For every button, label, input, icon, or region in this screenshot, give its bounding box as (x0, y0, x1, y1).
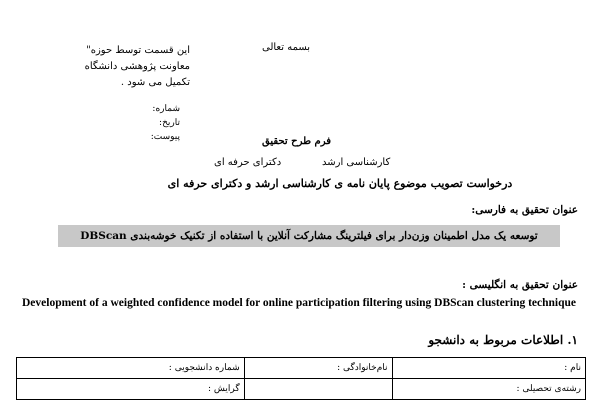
table-row (17, 358, 586, 379)
number-label: شماره: (152, 104, 180, 114)
option-masters: کارشناسی ارشد (322, 157, 391, 168)
field-of-study-cell: رشته‌ی تحصیلی : (392, 379, 585, 400)
english-title-label: عنوان تحقیق به انگلیسی : (462, 279, 578, 291)
first-name-cell: نام : (392, 358, 585, 379)
request-heading: درخواست تصویب موضوع پایان نامه ی کارشناسی ارشد و دکترای حرفه ای (167, 177, 513, 190)
university-note: این قسمت توسط حوزه" معاونت پژوهشی دانشگاه تکمیل می شود . (84, 45, 190, 88)
table-row (17, 379, 586, 400)
student-section-heading: ۱. اطلاعات مربوط به دانشجو (428, 333, 578, 347)
english-title: Development of a weighted confidence model for online participation filtering using DBScan clustering technique (22, 297, 577, 309)
date-label: تاریخ: (159, 118, 180, 128)
last-name-cell: نام‌خانوادگی : (244, 358, 392, 379)
student-info-table (16, 357, 586, 400)
form-title: فرم طرح تحقیق (262, 136, 332, 147)
specialization-cell: گرایش : (17, 379, 245, 400)
bismillah-heading: بسمه تعالی (262, 42, 311, 53)
persian-title-box: توسعه یک مدل اطمینان وزن‌دار برای فیلترینگ مشارکت آنلاین با استفاده از تکنیک خوشه‌بندی DBScan (58, 225, 560, 247)
student-number-cell: شماره دانشجویی : (17, 358, 245, 379)
empty-cell (244, 379, 392, 400)
persian-title-label: عنوان تحقیق به فارسی: (471, 204, 578, 216)
attachment-label: پیوست: (150, 132, 180, 142)
option-doctorate: دکترای حرفه ای (214, 157, 282, 168)
